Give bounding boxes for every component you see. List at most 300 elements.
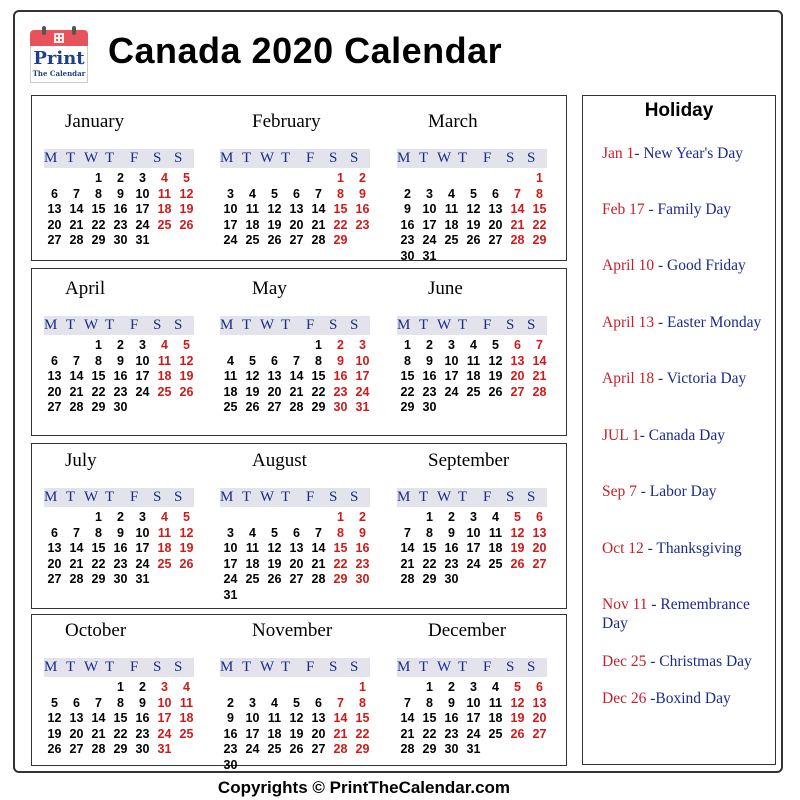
day-cell: 30 xyxy=(113,572,128,586)
weekday-label: S xyxy=(329,659,338,675)
month-name: October xyxy=(65,620,127,641)
day-cell: 17 xyxy=(135,541,150,555)
day-cell: 14 xyxy=(69,202,84,216)
day-cell: 26 xyxy=(289,742,304,756)
day-cell: 21 xyxy=(91,726,106,741)
day-cell: 27 xyxy=(289,572,304,586)
day-cell: 2 xyxy=(337,338,344,352)
day-cell: 30 xyxy=(422,400,437,414)
holiday-item xyxy=(602,200,774,219)
day-cell: 9 xyxy=(139,695,146,710)
day-cell: 4 xyxy=(227,353,234,368)
day-cell: 30 xyxy=(113,400,128,414)
day-cell: 4 xyxy=(183,680,190,694)
holiday-item xyxy=(602,369,774,388)
day-cell: 13 xyxy=(289,541,304,555)
day-cell: 13 xyxy=(267,369,282,383)
day-cell: 28 xyxy=(532,384,547,399)
day-cell: 22 xyxy=(422,726,437,741)
day-cell: 7 xyxy=(293,353,300,368)
day-cell: 9 xyxy=(227,711,234,725)
day-cell: 26 xyxy=(267,572,282,586)
day-cell: 10 xyxy=(135,525,150,540)
day-cell: 8 xyxy=(95,353,102,368)
day-cell: 25 xyxy=(488,556,503,571)
holiday-name: Thanksgiving xyxy=(656,540,742,557)
weekday-label: M xyxy=(397,659,411,675)
day-cell: 25 xyxy=(157,556,172,571)
holiday-separator: - xyxy=(643,540,657,557)
month-name: February xyxy=(252,111,321,132)
weekday-label: M xyxy=(44,659,58,675)
day-cell: 30 xyxy=(113,233,128,247)
day-cell: 22 xyxy=(91,217,106,232)
day-cell: 15 xyxy=(422,711,437,725)
holiday-item xyxy=(602,539,774,558)
day-cell: 29 xyxy=(532,233,547,247)
weekday-header-row xyxy=(397,658,547,677)
day-cell: 20 xyxy=(47,384,62,399)
day-cell: 1 xyxy=(426,510,433,524)
day-cell: 13 xyxy=(47,202,62,216)
day-cell: 20 xyxy=(532,711,547,725)
day-cell: 27 xyxy=(488,233,503,247)
day-cell: 10 xyxy=(223,202,238,216)
day-cell: 15 xyxy=(400,369,415,383)
day-cell: 1 xyxy=(95,171,102,185)
day-cell: 2 xyxy=(227,695,234,710)
logo-text: Print xyxy=(33,48,85,69)
holiday-date: Jan 1 xyxy=(602,145,635,162)
holiday-item xyxy=(602,689,774,708)
day-cell: 9 xyxy=(337,353,344,368)
day-cell: 20 xyxy=(311,726,326,741)
day-cell: 1 xyxy=(95,338,102,352)
day-cell: 26 xyxy=(47,742,62,756)
weekday-label: T xyxy=(105,150,115,166)
day-cell: 12 xyxy=(47,711,62,725)
day-cell: 24 xyxy=(466,556,481,571)
day-cell: 23 xyxy=(444,726,459,741)
day-cell: 22 xyxy=(311,384,326,399)
weekday-label: S xyxy=(329,489,338,505)
weekday-label: F xyxy=(130,659,139,675)
day-cell: 6 xyxy=(293,525,300,540)
day-cell: 6 xyxy=(536,680,543,694)
day-cell: 14 xyxy=(510,202,525,216)
holiday-item xyxy=(602,426,774,445)
weekday-label: T xyxy=(66,150,76,166)
day-cell: 10 xyxy=(444,353,459,368)
day-cell: 4 xyxy=(161,171,168,185)
holiday-date: JUL 1 xyxy=(602,427,640,444)
weekday-label: T xyxy=(105,489,115,505)
day-cell: 5 xyxy=(249,353,256,368)
day-cell: 24 xyxy=(422,233,437,247)
weekday-label: M xyxy=(397,150,411,166)
holiday-date: Oct 12 xyxy=(602,540,644,557)
day-cell: 22 xyxy=(91,384,106,399)
day-cell: 26 xyxy=(510,556,525,571)
day-cell: 12 xyxy=(466,202,481,216)
weekday-label: W xyxy=(84,150,99,166)
weekday-label: W xyxy=(84,659,99,675)
day-cell: 18 xyxy=(157,541,172,555)
day-cell: 15 xyxy=(311,369,326,383)
day-cell: 12 xyxy=(488,353,503,368)
weekday-label: F xyxy=(130,150,139,166)
day-cell: 21 xyxy=(69,384,84,399)
day-cell: 4 xyxy=(470,338,477,352)
day-cell: 6 xyxy=(51,186,58,201)
day-cell: 30 xyxy=(355,572,370,586)
month-name: July xyxy=(65,450,97,471)
day-cell: 24 xyxy=(466,726,481,741)
weekday-label: W xyxy=(260,317,275,333)
weekday-label: M xyxy=(44,150,58,166)
day-cell: 14 xyxy=(400,541,415,555)
weekday-label: W xyxy=(437,659,452,675)
month-name: November xyxy=(252,620,333,641)
day-cell: 6 xyxy=(514,338,521,352)
day-cell: 18 xyxy=(488,541,503,555)
day-cell: 16 xyxy=(422,369,437,383)
day-cell: 6 xyxy=(492,186,499,201)
weekday-label: T xyxy=(66,659,76,675)
day-cell: 18 xyxy=(157,202,172,216)
weekday-label: M xyxy=(220,489,234,505)
day-cell: 12 xyxy=(179,353,194,368)
day-cell: 17 xyxy=(466,711,481,725)
day-cell: 19 xyxy=(179,369,194,383)
day-cell: 20 xyxy=(289,217,304,232)
day-cell: 2 xyxy=(448,510,455,524)
day-cell: 28 xyxy=(400,572,415,586)
day-cell: 24 xyxy=(135,217,150,232)
holiday-date: Nov 11 xyxy=(602,596,648,613)
holiday-panel xyxy=(582,95,776,765)
day-cell: 1 xyxy=(117,680,124,694)
day-cell: 24 xyxy=(157,726,172,741)
day-cell: 19 xyxy=(267,556,282,571)
day-cell: 13 xyxy=(510,353,525,368)
day-cell: 14 xyxy=(311,202,326,216)
day-cell: 11 xyxy=(245,541,260,555)
day-cell: 9 xyxy=(117,353,124,368)
day-cell: 6 xyxy=(51,525,58,540)
day-cell: 17 xyxy=(223,217,238,232)
day-cell: 20 xyxy=(289,556,304,571)
day-cell: 18 xyxy=(267,726,282,741)
month-november xyxy=(220,620,390,772)
day-cell: 21 xyxy=(311,556,326,571)
day-cell: 20 xyxy=(267,384,282,399)
weekday-label: S xyxy=(174,150,183,166)
day-cell: 16 xyxy=(444,541,459,555)
day-cell: 13 xyxy=(532,695,547,710)
weekday-label: T xyxy=(242,150,252,166)
day-cell: 20 xyxy=(47,217,62,232)
day-cell: 5 xyxy=(51,695,58,710)
holiday-separator: - xyxy=(646,690,656,707)
day-cell: 20 xyxy=(532,541,547,555)
day-cell: 10 xyxy=(157,695,172,710)
day-cell: 6 xyxy=(73,695,80,710)
holiday-name: Canada Day xyxy=(648,427,725,444)
day-cell: 8 xyxy=(337,525,344,540)
day-cell: 24 xyxy=(135,384,150,399)
day-cell: 29 xyxy=(91,572,106,586)
weekday-label: T xyxy=(242,659,252,675)
day-cell: 7 xyxy=(315,525,322,540)
holiday-name: Easter Monday xyxy=(667,314,762,331)
day-cell: 29 xyxy=(333,233,348,247)
month-name: September xyxy=(428,450,510,471)
day-cell: 31 xyxy=(157,742,172,756)
day-cell: 9 xyxy=(404,202,411,216)
weekday-header-row xyxy=(397,316,547,335)
day-cell: 31 xyxy=(466,742,481,756)
day-cell: 13 xyxy=(289,202,304,216)
weekday-label: S xyxy=(174,317,183,333)
day-cell: 23 xyxy=(400,233,415,247)
weekday-label: S xyxy=(506,659,515,675)
weekday-label: M xyxy=(44,317,58,333)
day-cell: 22 xyxy=(113,726,128,741)
day-cell: 13 xyxy=(311,711,326,725)
day-cell: 24 xyxy=(223,572,238,586)
day-cell: 31 xyxy=(135,233,150,247)
day-cell: 13 xyxy=(488,202,503,216)
day-cell: 4 xyxy=(492,510,499,524)
day-cell: 14 xyxy=(311,541,326,555)
day-cell: 19 xyxy=(510,541,525,555)
weekday-label: S xyxy=(350,317,359,333)
day-cell: 14 xyxy=(400,711,415,725)
day-cell: 3 xyxy=(470,510,477,524)
day-cell: 28 xyxy=(311,233,326,247)
day-cell: 15 xyxy=(91,369,106,383)
weekday-label: T xyxy=(458,317,468,333)
day-cell: 17 xyxy=(223,556,238,571)
holiday-item xyxy=(602,256,774,275)
weekday-header-row xyxy=(397,149,547,168)
day-cell: 15 xyxy=(113,711,128,725)
day-cell: 16 xyxy=(135,711,150,725)
day-cell: 7 xyxy=(337,695,344,710)
day-cell: 5 xyxy=(293,695,300,710)
month-name: January xyxy=(65,111,125,132)
day-cell: 27 xyxy=(311,742,326,756)
weekday-label: W xyxy=(260,150,275,166)
day-cell: 17 xyxy=(466,541,481,555)
day-cell: 4 xyxy=(448,186,455,201)
day-cell: 11 xyxy=(488,525,503,540)
day-cell: 23 xyxy=(444,556,459,571)
weekday-label: S xyxy=(153,150,162,166)
day-cell: 2 xyxy=(448,680,455,694)
day-cell: 3 xyxy=(139,171,146,185)
day-cell: 9 xyxy=(359,186,366,201)
day-cell: 15 xyxy=(532,202,547,216)
day-cell: 3 xyxy=(249,695,256,710)
day-cell: 16 xyxy=(113,369,128,383)
weekday-label: W xyxy=(84,317,99,333)
day-cell: 11 xyxy=(444,202,459,216)
holiday-separator: - xyxy=(654,257,668,274)
day-cell: 13 xyxy=(69,711,84,725)
day-cell: 4 xyxy=(249,525,256,540)
day-cell: 21 xyxy=(311,217,326,232)
day-cell: 3 xyxy=(227,525,234,540)
day-cell: 4 xyxy=(161,510,168,524)
weekday-label: S xyxy=(350,659,359,675)
page-title: Canada 2020 Calendar xyxy=(108,30,503,71)
day-cell: 3 xyxy=(470,680,477,694)
day-cell: 8 xyxy=(426,525,433,540)
weekday-label: S xyxy=(153,317,162,333)
weekday-label: T xyxy=(419,317,429,333)
day-cell: 5 xyxy=(271,186,278,201)
weekday-header-row xyxy=(44,316,194,335)
day-cell: 24 xyxy=(355,384,370,399)
day-cell: 4 xyxy=(161,338,168,352)
day-cell: 9 xyxy=(117,525,124,540)
month-february xyxy=(220,111,390,251)
month-name: August xyxy=(252,450,307,471)
weekday-label: W xyxy=(260,659,275,675)
month-name: May xyxy=(252,278,287,299)
day-cell: 24 xyxy=(444,384,459,399)
day-cell: 8 xyxy=(426,695,433,710)
day-cell: 8 xyxy=(337,186,344,201)
day-cell: 10 xyxy=(223,541,238,555)
day-cell: 8 xyxy=(315,353,322,368)
month-name: June xyxy=(428,278,463,299)
day-cell: 2 xyxy=(359,171,366,185)
day-cell: 17 xyxy=(135,202,150,216)
day-cell: 1 xyxy=(426,680,433,694)
day-cell: 27 xyxy=(532,556,547,571)
day-cell: 18 xyxy=(157,369,172,383)
day-cell: 1 xyxy=(337,171,344,185)
day-cell: 14 xyxy=(333,711,348,725)
day-cell: 29 xyxy=(400,400,415,414)
day-cell: 23 xyxy=(113,556,128,571)
day-cell: 23 xyxy=(333,384,348,399)
day-cell: 7 xyxy=(315,186,322,201)
day-cell: 21 xyxy=(333,726,348,741)
day-cell: 12 xyxy=(179,186,194,201)
day-cell: 5 xyxy=(183,171,190,185)
day-cell: 31 xyxy=(422,248,437,263)
day-cell: 25 xyxy=(488,726,503,741)
day-cell: 23 xyxy=(113,384,128,399)
weekday-label: F xyxy=(483,317,492,333)
day-cell: 29 xyxy=(113,742,128,756)
day-cell: 29 xyxy=(311,400,326,414)
weekday-label: W xyxy=(260,489,275,505)
weekday-label: T xyxy=(458,659,468,675)
day-cell: 19 xyxy=(245,384,260,399)
month-december xyxy=(397,620,567,760)
day-cell: 21 xyxy=(69,217,84,232)
weekday-label: F xyxy=(130,317,139,333)
day-cell: 26 xyxy=(179,384,194,399)
weekday-label: M xyxy=(220,317,234,333)
day-cell: 29 xyxy=(422,742,437,756)
weekday-label: S xyxy=(329,150,338,166)
day-cell: 31 xyxy=(223,587,238,602)
weekday-label: M xyxy=(397,489,411,505)
day-cell: 3 xyxy=(426,186,433,201)
day-cell: 27 xyxy=(532,726,547,741)
day-cell: 25 xyxy=(466,384,481,399)
weekday-label: S xyxy=(527,150,536,166)
weekday-label: F xyxy=(306,150,315,166)
day-cell: 7 xyxy=(73,525,80,540)
day-cell: 26 xyxy=(179,217,194,232)
month-name: April xyxy=(65,278,106,299)
day-cell: 5 xyxy=(183,510,190,524)
month-june xyxy=(397,278,567,418)
day-cell: 29 xyxy=(333,572,348,586)
weekday-label: T xyxy=(242,317,252,333)
day-cell: 12 xyxy=(245,369,260,383)
day-cell: 7 xyxy=(73,353,80,368)
weekday-label: T xyxy=(281,150,291,166)
day-cell: 5 xyxy=(183,338,190,352)
day-cell: 27 xyxy=(69,742,84,756)
weekday-label: M xyxy=(397,317,411,333)
day-cell: 15 xyxy=(333,541,348,555)
day-cell: 10 xyxy=(422,202,437,216)
weekday-label: T xyxy=(281,317,291,333)
day-cell: 22 xyxy=(355,726,370,741)
day-cell: 10 xyxy=(466,525,481,540)
day-cell: 27 xyxy=(47,233,62,247)
day-cell: 28 xyxy=(69,572,84,586)
print-the-calendar-logo[interactable] xyxy=(30,26,88,84)
weekday-label: T xyxy=(458,489,468,505)
day-cell: 1 xyxy=(359,680,366,694)
day-cell: 11 xyxy=(157,353,172,368)
month-april xyxy=(44,278,214,418)
day-cell: 6 xyxy=(293,186,300,201)
weekday-label: W xyxy=(437,150,452,166)
weekday-label: T xyxy=(105,659,115,675)
day-cell: 16 xyxy=(355,541,370,555)
holiday-separator: - xyxy=(636,483,650,500)
day-cell: 7 xyxy=(404,525,411,540)
day-cell: 9 xyxy=(426,353,433,368)
day-cell: 5 xyxy=(492,338,499,352)
day-cell: 23 xyxy=(135,726,150,741)
holiday-name: Victoria Day xyxy=(666,370,747,387)
day-cell: 21 xyxy=(289,384,304,399)
holiday-date: Feb 17 xyxy=(602,201,645,218)
day-cell: 4 xyxy=(271,695,278,710)
day-cell: 23 xyxy=(422,384,437,399)
day-cell: 28 xyxy=(69,400,84,414)
weekday-label: T xyxy=(242,489,252,505)
day-cell: 20 xyxy=(47,556,62,571)
holiday-name: Remembrance Day xyxy=(602,596,750,632)
day-cell: 8 xyxy=(95,186,102,201)
holiday-name: Boxind Day xyxy=(655,690,731,707)
day-cell: 11 xyxy=(179,695,194,710)
weekday-label: T xyxy=(66,317,76,333)
